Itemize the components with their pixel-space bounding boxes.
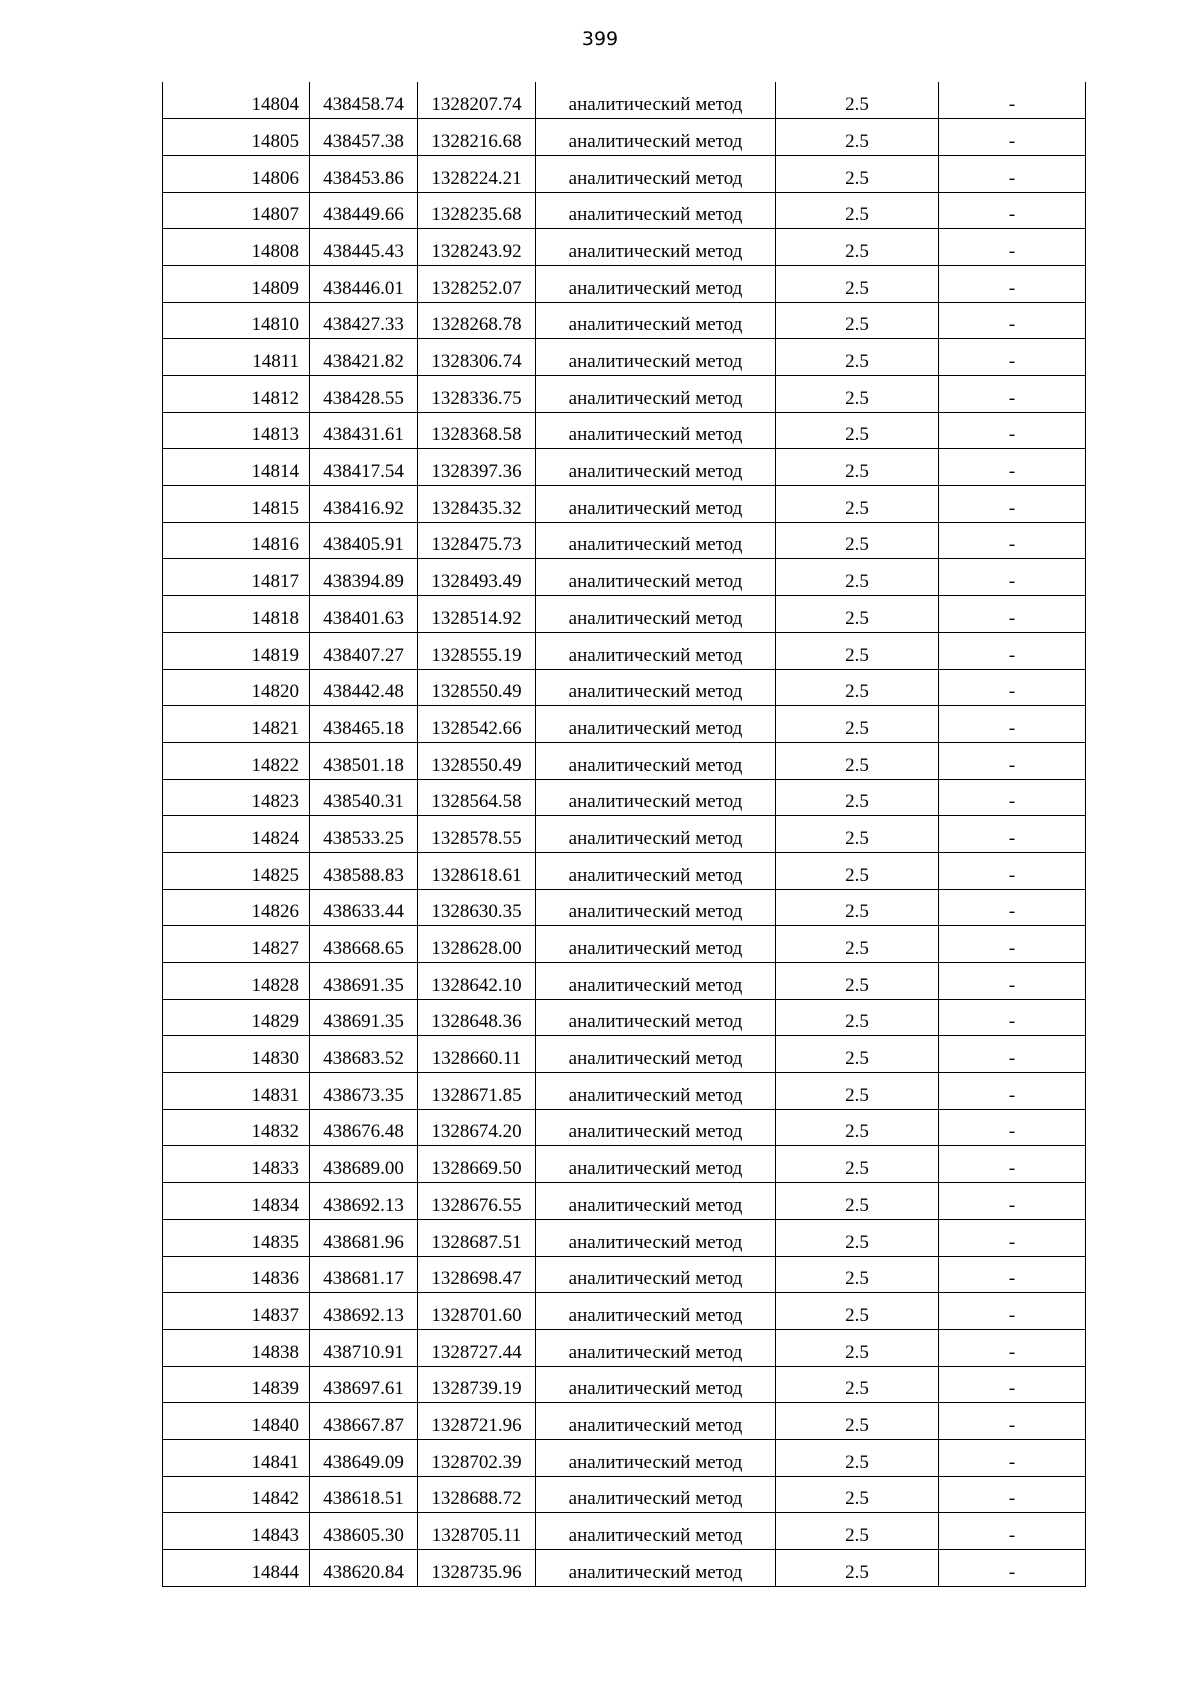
method-cell: аналитический метод xyxy=(536,119,776,156)
table-row xyxy=(163,1183,1086,1220)
coord-x-cell: 438676.48 xyxy=(310,1109,418,1146)
accuracy-cell: 2.5 xyxy=(776,119,939,156)
point-number-cell: 14830 xyxy=(163,1036,310,1073)
method-cell: аналитический метод xyxy=(536,412,776,449)
accuracy-cell: 2.5 xyxy=(776,302,939,339)
coord-x-cell: 438417.54 xyxy=(310,449,418,486)
point-number-cell: 14806 xyxy=(163,155,310,192)
method-cell: аналитический метод xyxy=(536,1476,776,1513)
method-cell: аналитический метод xyxy=(536,632,776,669)
coord-y-cell: 1328550.49 xyxy=(418,669,536,706)
coord-y-cell: 1328674.20 xyxy=(418,1109,536,1146)
accuracy-cell: 2.5 xyxy=(776,926,939,963)
accuracy-cell: 2.5 xyxy=(776,1476,939,1513)
coord-x-cell: 438673.35 xyxy=(310,1073,418,1110)
coord-x-cell: 438407.27 xyxy=(310,632,418,669)
table-row xyxy=(163,963,1086,1000)
coord-x-cell: 438667.87 xyxy=(310,1403,418,1440)
point-number-cell: 14835 xyxy=(163,1219,310,1256)
note-cell: - xyxy=(939,155,1086,192)
point-number-cell: 14829 xyxy=(163,999,310,1036)
coord-x-cell: 438692.13 xyxy=(310,1293,418,1330)
accuracy-cell: 2.5 xyxy=(776,192,939,229)
note-cell: - xyxy=(939,632,1086,669)
coord-x-cell: 438442.48 xyxy=(310,669,418,706)
accuracy-cell: 2.5 xyxy=(776,559,939,596)
coord-x-cell: 438633.44 xyxy=(310,889,418,926)
accuracy-cell: 2.5 xyxy=(776,999,939,1036)
note-cell: - xyxy=(939,1439,1086,1476)
accuracy-cell: 2.5 xyxy=(776,1036,939,1073)
coord-x-cell: 438453.86 xyxy=(310,155,418,192)
coord-x-cell: 438449.66 xyxy=(310,192,418,229)
table-row xyxy=(163,82,1086,119)
point-number-cell: 14844 xyxy=(163,1550,310,1587)
method-cell: аналитический метод xyxy=(536,192,776,229)
note-cell: - xyxy=(939,1293,1086,1330)
coord-y-cell: 1328550.49 xyxy=(418,742,536,779)
coord-x-cell: 438689.00 xyxy=(310,1146,418,1183)
coord-x-cell: 438691.35 xyxy=(310,999,418,1036)
coord-y-cell: 1328688.72 xyxy=(418,1476,536,1513)
note-cell: - xyxy=(939,559,1086,596)
method-cell: аналитический метод xyxy=(536,1036,776,1073)
note-cell: - xyxy=(939,1219,1086,1256)
note-cell: - xyxy=(939,376,1086,413)
note-cell: - xyxy=(939,119,1086,156)
accuracy-cell: 2.5 xyxy=(776,1183,939,1220)
coord-x-cell: 438668.65 xyxy=(310,926,418,963)
table-row xyxy=(163,229,1086,266)
note-cell: - xyxy=(939,1329,1086,1366)
coord-x-cell: 438405.91 xyxy=(310,522,418,559)
accuracy-cell: 2.5 xyxy=(776,742,939,779)
method-cell: аналитический метод xyxy=(536,82,776,119)
note-cell: - xyxy=(939,889,1086,926)
coord-y-cell: 1328630.35 xyxy=(418,889,536,926)
point-number-cell: 14827 xyxy=(163,926,310,963)
point-number-cell: 14833 xyxy=(163,1146,310,1183)
method-cell: аналитический метод xyxy=(536,926,776,963)
coord-x-cell: 438431.61 xyxy=(310,412,418,449)
method-cell: аналитический метод xyxy=(536,596,776,633)
note-cell: - xyxy=(939,412,1086,449)
coord-x-cell: 438501.18 xyxy=(310,742,418,779)
coord-x-cell: 438458.74 xyxy=(310,82,418,119)
point-number-cell: 14811 xyxy=(163,339,310,376)
method-cell: аналитический метод xyxy=(536,816,776,853)
method-cell: аналитический метод xyxy=(536,339,776,376)
table-row xyxy=(163,1109,1086,1146)
accuracy-cell: 2.5 xyxy=(776,1146,939,1183)
method-cell: аналитический метод xyxy=(536,522,776,559)
method-cell: аналитический метод xyxy=(536,1073,776,1110)
table-row xyxy=(163,816,1086,853)
method-cell: аналитический метод xyxy=(536,265,776,302)
note-cell: - xyxy=(939,265,1086,302)
coord-y-cell: 1328669.50 xyxy=(418,1146,536,1183)
coord-y-cell: 1328475.73 xyxy=(418,522,536,559)
note-cell: - xyxy=(939,1513,1086,1550)
table-row xyxy=(163,1550,1086,1587)
coord-y-cell: 1328702.39 xyxy=(418,1439,536,1476)
point-number-cell: 14837 xyxy=(163,1293,310,1330)
table-row xyxy=(163,1476,1086,1513)
coord-y-cell: 1328435.32 xyxy=(418,486,536,523)
coord-x-cell: 438446.01 xyxy=(310,265,418,302)
coord-y-cell: 1328735.96 xyxy=(418,1550,536,1587)
table-row xyxy=(163,1293,1086,1330)
coord-y-cell: 1328243.92 xyxy=(418,229,536,266)
point-number-cell: 14808 xyxy=(163,229,310,266)
accuracy-cell: 2.5 xyxy=(776,632,939,669)
note-cell: - xyxy=(939,1183,1086,1220)
method-cell: аналитический метод xyxy=(536,229,776,266)
accuracy-cell: 2.5 xyxy=(776,1366,939,1403)
point-number-cell: 14813 xyxy=(163,412,310,449)
method-cell: аналитический метод xyxy=(536,1146,776,1183)
coord-y-cell: 1328542.66 xyxy=(418,706,536,743)
point-number-cell: 14831 xyxy=(163,1073,310,1110)
accuracy-cell: 2.5 xyxy=(776,1219,939,1256)
point-number-cell: 14821 xyxy=(163,706,310,743)
table-row xyxy=(163,1256,1086,1293)
table-row xyxy=(163,486,1086,523)
note-cell: - xyxy=(939,596,1086,633)
note-cell: - xyxy=(939,1146,1086,1183)
coord-x-cell: 438618.51 xyxy=(310,1476,418,1513)
table-row xyxy=(163,119,1086,156)
note-cell: - xyxy=(939,999,1086,1036)
coord-x-cell: 438681.17 xyxy=(310,1256,418,1293)
coord-y-cell: 1328514.92 xyxy=(418,596,536,633)
point-number-cell: 14842 xyxy=(163,1476,310,1513)
coord-y-cell: 1328493.49 xyxy=(418,559,536,596)
coord-y-cell: 1328739.19 xyxy=(418,1366,536,1403)
coord-y-cell: 1328368.58 xyxy=(418,412,536,449)
coord-y-cell: 1328698.47 xyxy=(418,1256,536,1293)
coord-x-cell: 438457.38 xyxy=(310,119,418,156)
method-cell: аналитический метод xyxy=(536,1183,776,1220)
coord-y-cell: 1328648.36 xyxy=(418,999,536,1036)
method-cell: аналитический метод xyxy=(536,669,776,706)
table-row xyxy=(163,449,1086,486)
coord-y-cell: 1328676.55 xyxy=(418,1183,536,1220)
coord-y-cell: 1328207.74 xyxy=(418,82,536,119)
table-row xyxy=(163,779,1086,816)
accuracy-cell: 2.5 xyxy=(776,486,939,523)
table-row xyxy=(163,192,1086,229)
coord-y-cell: 1328727.44 xyxy=(418,1329,536,1366)
table-row xyxy=(163,632,1086,669)
table-row xyxy=(163,889,1086,926)
point-number-cell: 14809 xyxy=(163,265,310,302)
table-row xyxy=(163,706,1086,743)
method-cell: аналитический метод xyxy=(536,742,776,779)
note-cell: - xyxy=(939,229,1086,266)
accuracy-cell: 2.5 xyxy=(776,852,939,889)
coord-x-cell: 438445.43 xyxy=(310,229,418,266)
coord-y-cell: 1328578.55 xyxy=(418,816,536,853)
table-row xyxy=(163,376,1086,413)
table-body xyxy=(163,82,1086,1586)
table-row xyxy=(163,1329,1086,1366)
point-number-cell: 14814 xyxy=(163,449,310,486)
accuracy-cell: 2.5 xyxy=(776,376,939,413)
table-row xyxy=(163,522,1086,559)
accuracy-cell: 2.5 xyxy=(776,229,939,266)
point-number-cell: 14804 xyxy=(163,82,310,119)
coord-y-cell: 1328671.85 xyxy=(418,1073,536,1110)
coord-y-cell: 1328555.19 xyxy=(418,632,536,669)
method-cell: аналитический метод xyxy=(536,1550,776,1587)
accuracy-cell: 2.5 xyxy=(776,1109,939,1146)
accuracy-cell: 2.5 xyxy=(776,412,939,449)
table-row xyxy=(163,265,1086,302)
point-number-cell: 14815 xyxy=(163,486,310,523)
coord-x-cell: 438649.09 xyxy=(310,1439,418,1476)
coord-y-cell: 1328721.96 xyxy=(418,1403,536,1440)
note-cell: - xyxy=(939,192,1086,229)
note-cell: - xyxy=(939,742,1086,779)
note-cell: - xyxy=(939,486,1086,523)
note-cell: - xyxy=(939,706,1086,743)
point-number-cell: 14805 xyxy=(163,119,310,156)
coord-y-cell: 1328235.68 xyxy=(418,192,536,229)
table-row xyxy=(163,1073,1086,1110)
coord-x-cell: 438683.52 xyxy=(310,1036,418,1073)
method-cell: аналитический метод xyxy=(536,1219,776,1256)
coord-x-cell: 438416.92 xyxy=(310,486,418,523)
table-row xyxy=(163,155,1086,192)
note-cell: - xyxy=(939,82,1086,119)
coord-x-cell: 438692.13 xyxy=(310,1183,418,1220)
coord-y-cell: 1328701.60 xyxy=(418,1293,536,1330)
point-number-cell: 14807 xyxy=(163,192,310,229)
table-row xyxy=(163,852,1086,889)
table-row xyxy=(163,1146,1086,1183)
point-number-cell: 14818 xyxy=(163,596,310,633)
point-number-cell: 14836 xyxy=(163,1256,310,1293)
method-cell: аналитический метод xyxy=(536,449,776,486)
coordinates-table xyxy=(162,82,1086,1587)
page-number: 399 xyxy=(581,28,619,50)
coord-x-cell: 438428.55 xyxy=(310,376,418,413)
accuracy-cell: 2.5 xyxy=(776,1403,939,1440)
note-cell: - xyxy=(939,963,1086,1000)
note-cell: - xyxy=(939,1366,1086,1403)
coord-x-cell: 438533.25 xyxy=(310,816,418,853)
coord-x-cell: 438620.84 xyxy=(310,1550,418,1587)
coord-x-cell: 438401.63 xyxy=(310,596,418,633)
note-cell: - xyxy=(939,1036,1086,1073)
point-number-cell: 14822 xyxy=(163,742,310,779)
note-cell: - xyxy=(939,302,1086,339)
point-number-cell: 14824 xyxy=(163,816,310,853)
point-number-cell: 14834 xyxy=(163,1183,310,1220)
accuracy-cell: 2.5 xyxy=(776,449,939,486)
coord-y-cell: 1328336.75 xyxy=(418,376,536,413)
accuracy-cell: 2.5 xyxy=(776,1329,939,1366)
note-cell: - xyxy=(939,1109,1086,1146)
accuracy-cell: 2.5 xyxy=(776,779,939,816)
coord-y-cell: 1328618.61 xyxy=(418,852,536,889)
note-cell: - xyxy=(939,926,1086,963)
point-number-cell: 14841 xyxy=(163,1439,310,1476)
method-cell: аналитический метод xyxy=(536,302,776,339)
accuracy-cell: 2.5 xyxy=(776,1439,939,1476)
method-cell: аналитический метод xyxy=(536,155,776,192)
accuracy-cell: 2.5 xyxy=(776,265,939,302)
note-cell: - xyxy=(939,779,1086,816)
method-cell: аналитический метод xyxy=(536,1439,776,1476)
method-cell: аналитический метод xyxy=(536,1293,776,1330)
note-cell: - xyxy=(939,1550,1086,1587)
coord-x-cell: 438681.96 xyxy=(310,1219,418,1256)
table-row xyxy=(163,1219,1086,1256)
table-row xyxy=(163,926,1086,963)
point-number-cell: 14816 xyxy=(163,522,310,559)
coord-x-cell: 438605.30 xyxy=(310,1513,418,1550)
accuracy-cell: 2.5 xyxy=(776,1293,939,1330)
point-number-cell: 14826 xyxy=(163,889,310,926)
note-cell: - xyxy=(939,522,1086,559)
point-number-cell: 14817 xyxy=(163,559,310,596)
coord-y-cell: 1328216.68 xyxy=(418,119,536,156)
point-number-cell: 14825 xyxy=(163,852,310,889)
table-row xyxy=(163,559,1086,596)
accuracy-cell: 2.5 xyxy=(776,963,939,1000)
method-cell: аналитический метод xyxy=(536,852,776,889)
coord-x-cell: 438588.83 xyxy=(310,852,418,889)
method-cell: аналитический метод xyxy=(536,559,776,596)
point-number-cell: 14832 xyxy=(163,1109,310,1146)
note-cell: - xyxy=(939,339,1086,376)
accuracy-cell: 2.5 xyxy=(776,816,939,853)
note-cell: - xyxy=(939,1256,1086,1293)
coord-x-cell: 438710.91 xyxy=(310,1329,418,1366)
point-number-cell: 14838 xyxy=(163,1329,310,1366)
method-cell: аналитический метод xyxy=(536,999,776,1036)
point-number-cell: 14823 xyxy=(163,779,310,816)
table-row xyxy=(163,1036,1086,1073)
table-row xyxy=(163,1439,1086,1476)
table-row xyxy=(163,1513,1086,1550)
method-cell: аналитический метод xyxy=(536,1366,776,1403)
coord-x-cell: 438540.31 xyxy=(310,779,418,816)
point-number-cell: 14812 xyxy=(163,376,310,413)
accuracy-cell: 2.5 xyxy=(776,889,939,926)
accuracy-cell: 2.5 xyxy=(776,706,939,743)
accuracy-cell: 2.5 xyxy=(776,339,939,376)
method-cell: аналитический метод xyxy=(536,963,776,1000)
point-number-cell: 14819 xyxy=(163,632,310,669)
coord-y-cell: 1328642.10 xyxy=(418,963,536,1000)
coord-x-cell: 438394.89 xyxy=(310,559,418,596)
coord-y-cell: 1328252.07 xyxy=(418,265,536,302)
point-number-cell: 14820 xyxy=(163,669,310,706)
table-row xyxy=(163,1403,1086,1440)
coord-y-cell: 1328660.11 xyxy=(418,1036,536,1073)
method-cell: аналитический метод xyxy=(536,1329,776,1366)
table-row xyxy=(163,742,1086,779)
note-cell: - xyxy=(939,816,1086,853)
accuracy-cell: 2.5 xyxy=(776,82,939,119)
method-cell: аналитический метод xyxy=(536,1513,776,1550)
note-cell: - xyxy=(939,449,1086,486)
accuracy-cell: 2.5 xyxy=(776,522,939,559)
coord-y-cell: 1328705.11 xyxy=(418,1513,536,1550)
point-number-cell: 14840 xyxy=(163,1403,310,1440)
table-row xyxy=(163,669,1086,706)
accuracy-cell: 2.5 xyxy=(776,1073,939,1110)
table-row xyxy=(163,596,1086,633)
coord-x-cell: 438691.35 xyxy=(310,963,418,1000)
point-number-cell: 14839 xyxy=(163,1366,310,1403)
note-cell: - xyxy=(939,852,1086,889)
note-cell: - xyxy=(939,669,1086,706)
point-number-cell: 14810 xyxy=(163,302,310,339)
accuracy-cell: 2.5 xyxy=(776,155,939,192)
coord-x-cell: 438421.82 xyxy=(310,339,418,376)
table-row xyxy=(163,412,1086,449)
method-cell: аналитический метод xyxy=(536,486,776,523)
table-row xyxy=(163,339,1086,376)
coord-y-cell: 1328224.21 xyxy=(418,155,536,192)
table-row xyxy=(163,999,1086,1036)
accuracy-cell: 2.5 xyxy=(776,1550,939,1587)
coord-y-cell: 1328564.58 xyxy=(418,779,536,816)
note-cell: - xyxy=(939,1073,1086,1110)
accuracy-cell: 2.5 xyxy=(776,1513,939,1550)
table-row xyxy=(163,1366,1086,1403)
accuracy-cell: 2.5 xyxy=(776,669,939,706)
accuracy-cell: 2.5 xyxy=(776,596,939,633)
method-cell: аналитический метод xyxy=(536,706,776,743)
coord-x-cell: 438697.61 xyxy=(310,1366,418,1403)
coord-x-cell: 438427.33 xyxy=(310,302,418,339)
note-cell: - xyxy=(939,1403,1086,1440)
coord-y-cell: 1328397.36 xyxy=(418,449,536,486)
coord-y-cell: 1328268.78 xyxy=(418,302,536,339)
coord-y-cell: 1328687.51 xyxy=(418,1219,536,1256)
table-row xyxy=(163,302,1086,339)
method-cell: аналитический метод xyxy=(536,1256,776,1293)
coord-y-cell: 1328306.74 xyxy=(418,339,536,376)
coord-x-cell: 438465.18 xyxy=(310,706,418,743)
note-cell: - xyxy=(939,1476,1086,1513)
coord-y-cell: 1328628.00 xyxy=(418,926,536,963)
method-cell: аналитический метод xyxy=(536,376,776,413)
method-cell: аналитический метод xyxy=(536,1403,776,1440)
point-number-cell: 14828 xyxy=(163,963,310,1000)
method-cell: аналитический метод xyxy=(536,779,776,816)
point-number-cell: 14843 xyxy=(163,1513,310,1550)
method-cell: аналитический метод xyxy=(536,889,776,926)
accuracy-cell: 2.5 xyxy=(776,1256,939,1293)
method-cell: аналитический метод xyxy=(536,1109,776,1146)
